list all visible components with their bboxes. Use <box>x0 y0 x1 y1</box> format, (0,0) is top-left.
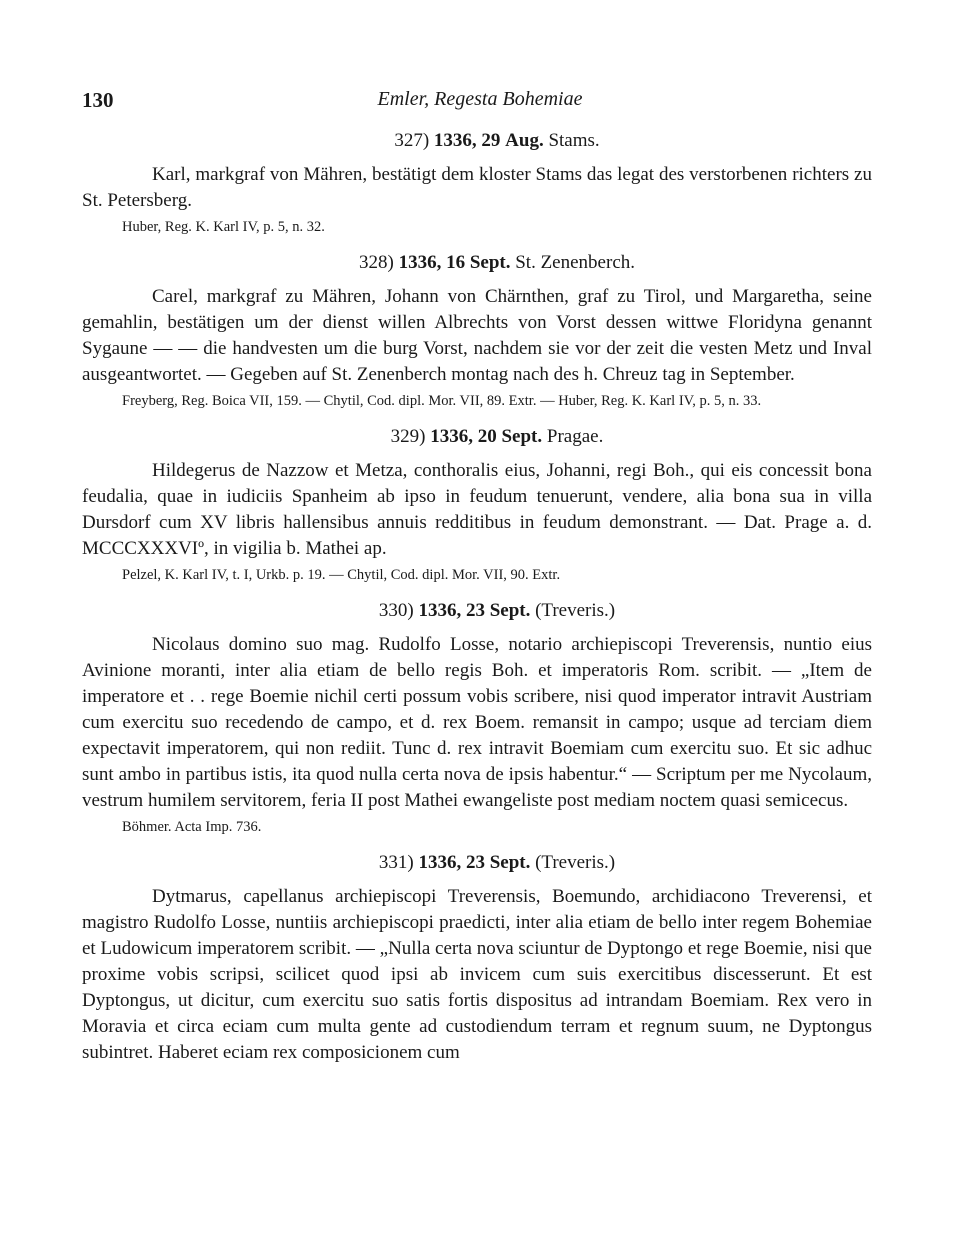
entry-text: Karl, markgraf von Mähren, bestätigt dem kloster Stams das legat des verstorbenen richters zu St. Petersberg. <box>82 164 872 211</box>
entry-place: Pragae. <box>546 426 604 447</box>
entry-place: St. Zenenberch. <box>515 252 635 273</box>
entry-month: Sept. <box>501 426 543 447</box>
entry-source: Pelzel, K. Karl IV, t. I, Urkb. p. 19. — Chytil, Cod. dipl. Mor. VII, 90. Extr. <box>122 567 561 583</box>
entry-month: Sept. <box>489 852 531 873</box>
entry-place: Stams. <box>548 130 600 151</box>
entry-date: 1336, 16 <box>398 252 466 273</box>
entry-source: Huber, Reg. K. Karl IV, p. 5, n. 32. <box>122 219 325 235</box>
document-body <box>82 130 872 1066</box>
entry-text: Nicolaus domino suo mag. Rudolfo Losse, notario archiepiscopi Treverensis, nuntio eius Avinione moranti, inter alia etiam de bello regis Boh. et imperatoris Rom. scribit. — „Item de imperatore et . . rege Boemie nichil certi possum vobis scribere, nisi quod imperator intravit Austriam cum exercitu suo recedendo de campo, et d. rex Boem. remansit in campo; usque ad terciam diem expectavit imperatorem, qui non rediit. Tunc d. rex intravit Boemiam cum exercitu suo. Et sic adhuc sunt ambo in partibus istis, ita quod nulla certa nova de ipsis habentur.“ — Scriptum per me Nycolaum, vestrum humilem servitorem, feria II post Mathei ewangeliste post mediam noctem quasi semicecus. <box>82 634 872 811</box>
page-number: 130 <box>82 88 114 112</box>
entry-heading <box>82 130 872 152</box>
entry-source: Böhmer. Acta Imp. 736. <box>122 819 262 835</box>
page-header <box>0 88 960 118</box>
entry-text: Carel, markgraf zu Mähren, Johann von Chärnthen, graf zu Tirol, und Margaretha, seine gemahlin, bestätigen um der dienst willen Albrechts von Vorst dessen wittwe Floridyna genannt Sygaune — — die handvesten um die burg Vorst, nachdem sie vor der zeit die vesten Metz und Inval ausgeantwortet. — Gegeben auf St. Zenenberch montag nach des h. Chreuz tag in September. <box>82 286 872 385</box>
entry-heading <box>82 600 872 622</box>
entry-heading <box>82 852 872 874</box>
entry-text: Dytmarus, capellanus archiepiscopi Treverensis, Boemundo, archidiacono Treverensi, et magistro Rudolfo Losse, nuntiis archiepiscopi praedicti, inter alia etiam de bello inter regem Bohemiae et Ludowicum imperatorem scribit. — „Nulla certa nova sciuntur de Dyptongo et rege Boemie, nisi que proxime vobis scripsi, scilicet quod ipsi ab invicem cum suis exercitibus discesserunt. Et est Dyptongus, ut dicitur, cum exercitu suo satis fortis dispositus ad intrandam Boemiam. Rex vero in Moravia et circa eciam cum multa gente ad custodiendum terram et regnum suum, ne Dyptongus subintret. Haberet eciam rex composicionem cum <box>82 886 872 1063</box>
entry-number: 329) <box>390 426 426 447</box>
entry-month: Aug. <box>505 130 544 151</box>
entry-heading <box>82 252 872 274</box>
regest-entry <box>82 600 872 838</box>
entry-date: 1336, 23 <box>418 600 485 621</box>
running-title: Emler, Regesta Bohemiae <box>377 88 583 110</box>
regest-entry <box>82 852 872 1066</box>
entry-number: 331) <box>378 852 414 873</box>
entry-date: 1336, 20 <box>430 426 497 447</box>
entry-source: Freyberg, Reg. Boica VII, 159. — Chytil, Cod. dipl. Mor. VII, 89. Extr. — Huber, Reg. K. Karl IV, p. 5, n. 33. <box>122 393 762 409</box>
regest-entry <box>82 130 872 238</box>
entry-date: 1336, 23 <box>418 852 485 873</box>
entry-date: 1336, 29 <box>433 130 501 151</box>
entry-heading <box>82 426 872 448</box>
entry-month: Sept. <box>469 252 511 273</box>
entry-text: Hildegerus de Nazzow et Metza, conthoralis eius, Johanni, regi Boh., qui eis concessit bona feudalia, quae in iudiciis Spanheim ab ipso in feudum tenuerunt, vendere, alia bona sua in villa Dursdorf cum XV libris hallensibus annuis redditibus in feudum demonstrant. — Dat. Prage a. d. MCCCXXXVIº, in vigilia b. Mathei ap. <box>82 460 872 559</box>
regest-entry <box>82 252 872 412</box>
entry-number: 327) <box>394 130 430 151</box>
entry-number: 328) <box>359 252 394 273</box>
entry-number: 330) <box>378 600 414 621</box>
entry-place: (Treveris.) <box>535 852 616 873</box>
regest-entry <box>82 426 872 586</box>
entry-place: (Treveris.) <box>535 600 616 621</box>
entry-month: Sept. <box>489 600 531 621</box>
